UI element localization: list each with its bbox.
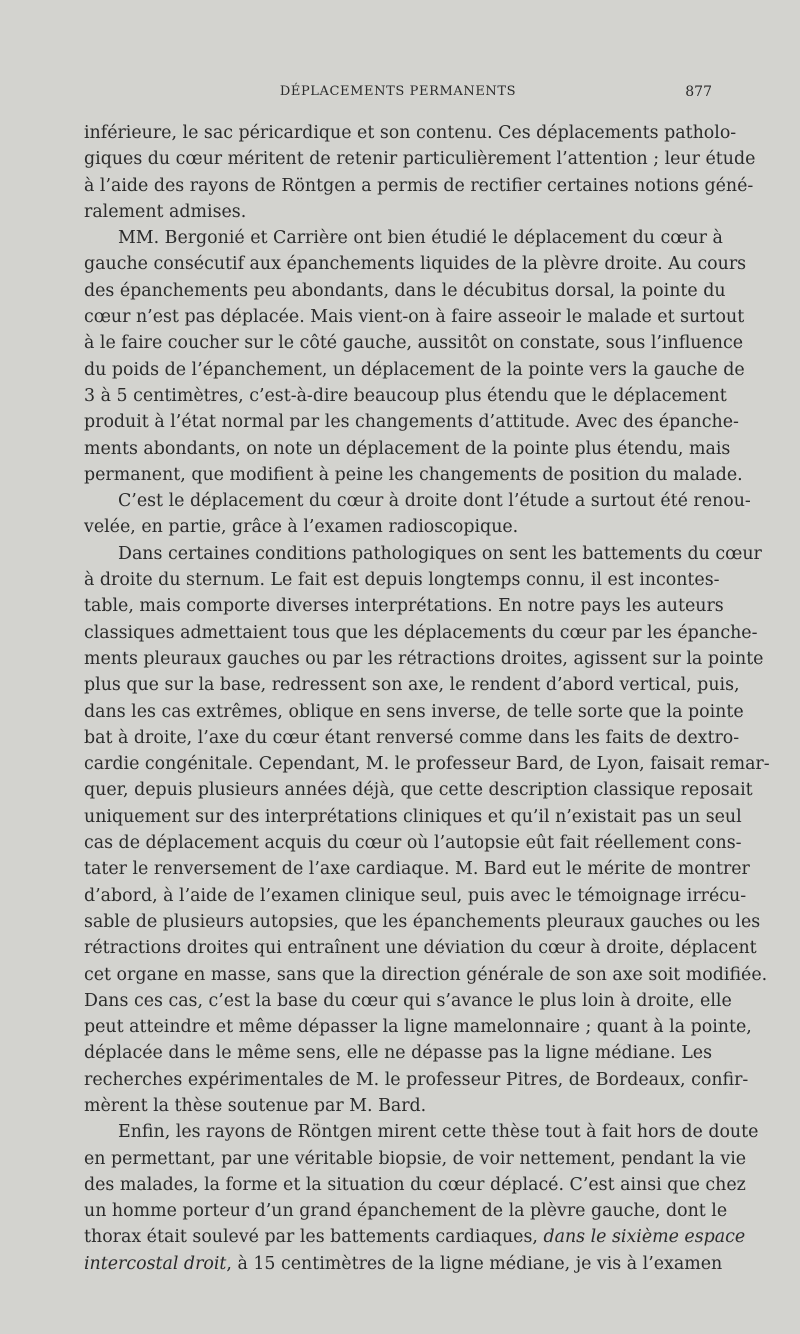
text-line: velée, en partie, grâce à l’examen radioscopique. [84, 517, 519, 538]
text-line: cas de déplacement acquis du cœur où l’autopsie eût fait réellement cons- [84, 833, 742, 854]
text-line: uniquement sur des interprétations cliniques et qu’il n’existait pas un seul [84, 806, 742, 827]
text-line: cœur n’est pas déplacée. Mais vient-on à faire asseoir le malade et surtout [84, 307, 745, 328]
text-line: bat à droite, l’axe du cœur étant renversé comme dans les faits de dextro- [84, 727, 740, 748]
running-title: DÉPLACEMENTS PERMANENTS [279, 84, 517, 99]
text-line: cardie congénitale. Cependant, M. le professeur Bard, de Lyon, faisait remar- [84, 754, 770, 775]
text-line: 3 à 5 centimètres, c’est-à-dire beaucoup plus étendu que le déplacement [84, 385, 727, 406]
text-line: un homme porteur d’un grand épanchement de la plèvre gauche, dont le [84, 1201, 728, 1222]
text-line: des épanchements peu abondants, dans le décubitus dorsal, la pointe du [84, 280, 726, 301]
text-line: Dans certaines conditions pathologiques on sent les battements du cœur [118, 543, 762, 564]
text-line: en permettant, par une véritable biopsie, de voir nettement, pendant la vie [84, 1148, 747, 1169]
text-line: sable de plusieurs autopsies, que les épanchements pleuraux gauches ou les [84, 911, 761, 932]
text-line: C’est le déplacement du cœur à droite dont l’étude a surtout été renou- [118, 491, 751, 512]
text-line: à l’aide des rayons de Röntgen a permis de rectifier certaines notions géné- [84, 175, 754, 196]
text-line: ralement admises. [84, 201, 247, 222]
italic-fragment: dans le sixième espace [543, 1227, 746, 1248]
text-line: cet organe en masse, sans que la direction générale de son axe soit modifiée. [84, 964, 768, 985]
text-line: classiques admettaient tous que les déplacements du cœur par les épanche- [84, 622, 758, 643]
text-line: d’abord, à l’aide de l’examen clinique seul, puis avec le témoignage irrécu- [84, 885, 747, 906]
text-line: permanent, que modifient à peine les changements de position du malade. [84, 464, 743, 485]
text-line: du poids de l’épanchement, un déplacement de la pointe vers la gauche de [84, 359, 745, 380]
text-line: des malades, la forme et la situation du cœur déplacé. C’est ainsi que chez [84, 1174, 746, 1195]
text-line: MM. Bergonié et Carrière ont bien étudié le déplacement du cœur à [118, 228, 723, 249]
text-line: tater le renversement de l’axe cardiaque. M. Bard eut le mérite de montrer [84, 859, 750, 880]
text-line: plus que sur la base, redressent son axe, le rendent d’abord vertical, puis, [84, 675, 740, 696]
text-line: ments pleuraux gauches ou par les rétractions droites, agissent sur la pointe [84, 648, 764, 669]
text-line: gauche consécutif aux épanchements liquides de la plèvre droite. Au cours [84, 254, 747, 275]
text-line: inférieure, le sac péricardique et son contenu. Ces déplacements patholo- [84, 123, 737, 143]
page-header [84, 84, 712, 108]
text-line: peut atteindre et même dépasser la ligne mamelonnaire ; quant à la pointe, [84, 1017, 752, 1038]
text-fragment: thorax était soulevé par les battements cardiaques, [84, 1227, 544, 1248]
text-line: quer, depuis plusieurs années déjà, que cette description classique reposait [84, 780, 753, 801]
text-line: déplacée dans le même sens, elle ne dépasse pas la ligne médiane. Les [84, 1043, 712, 1064]
text-line: mèrent la thèse soutenue par M. Bard. [84, 1095, 427, 1116]
text-line: recherches expérimentales de M. le professeur Pitres, de Bordeaux, confir- [84, 1069, 749, 1090]
text-line: ments abondants, on note un déplacement de la pointe plus étendu, mais [84, 438, 731, 459]
text-line: à droite du sternum. Le fait est depuis longtemps connu, il est incontes- [84, 570, 720, 591]
body-text [84, 120, 770, 1277]
text-line-mixed [84, 1224, 746, 1250]
italic-fragment: intercostal droit [84, 1253, 227, 1274]
text-line: produit à l’état normal par les changements d’attitude. Avec des épanche- [84, 412, 739, 433]
text-line: rétractions droites qui entraînent une déviation du cœur à droite, déplacent [84, 938, 757, 959]
text-line-mixed [84, 1251, 723, 1277]
page-number: 877 [685, 84, 712, 100]
text-line: table, mais comporte diverses interprétations. En notre pays les auteurs [84, 596, 724, 617]
text-line: giques du cœur méritent de retenir particulièrement l’attention ; leur étude [84, 149, 756, 170]
text-line: Dans ces cas, c’est la base du cœur qui s’avance le plus loin à droite, elle [84, 990, 732, 1011]
text-line: dans les cas extrêmes, oblique en sens inverse, de telle sorte que la pointe [84, 701, 744, 722]
text-line: Enfin, les rayons de Röntgen mirent cette thèse tout à fait hors de doute [118, 1122, 759, 1143]
text-line: à le faire coucher sur le côté gauche, aussitôt on constate, sous l’influence [84, 333, 744, 354]
text-fragment: , à 15 centimètres de la ligne médiane, je vis à l’examen [226, 1253, 723, 1274]
